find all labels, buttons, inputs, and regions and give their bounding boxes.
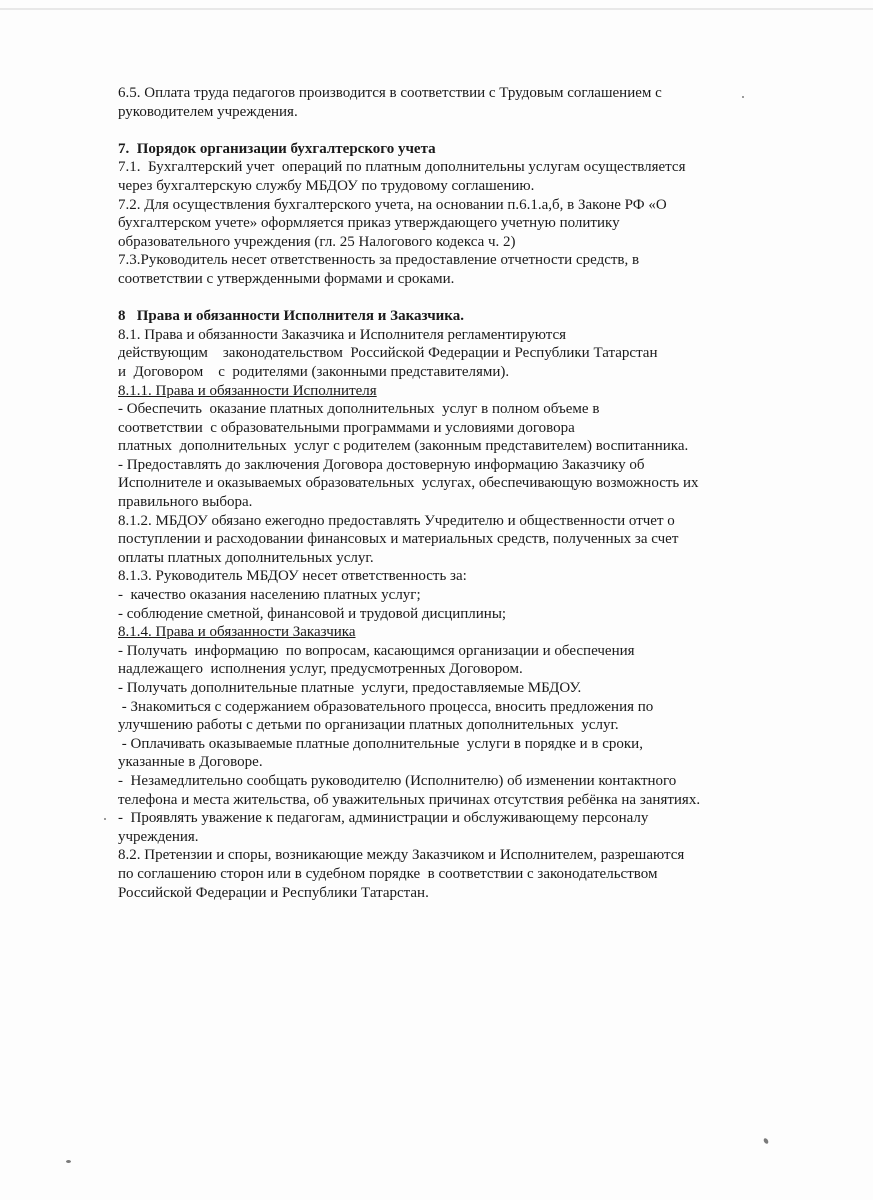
blank-line [118, 121, 798, 140]
paragraph-8-1-3-line-2: - качество оказания населению платных услуг; [118, 587, 421, 604]
paragraph-8-1-1-line-5: Исполнителе и оказываемых образовательных услугах, обеспечивающую возможность их [118, 475, 699, 492]
paragraph-8-1-4-line-10: - Проявлять уважение к педагогам, администрации и обслуживающему персоналу [118, 810, 649, 827]
paragraph-8-1-3-line-1: 8.1.3. Руководитель МБДОУ несет ответственность за: [118, 568, 467, 585]
paragraph-7-1-line-1: 7.1. Бухгалтерский учет операций по платным дополнительны услугам осуществляется [118, 159, 686, 176]
paragraph-8-1-4-line-7: указанные в Договоре. [118, 754, 263, 771]
scan-speck [763, 1137, 769, 1144]
paragraph-8-1-1-line-6: правильного выбора. [118, 494, 253, 511]
paragraph-8-1-4-line-9: телефона и места жительства, об уважительных причинах отсутствия ребёнка на занятиях. [118, 791, 701, 808]
paragraph-8-1-4-line-6: - Оплачивать оказываемые платные дополнительные услуги в порядке и в сроки, [118, 735, 643, 752]
subsection-8-1-4-heading: 8.1.4. Права и обязанности Заказчика [118, 624, 356, 641]
paragraph-8-2-line-3: Российской Федерации и Республики Татарстан. [118, 884, 429, 901]
blank-line [118, 289, 798, 308]
paragraph-8-1-4-line-3: - Получать дополнительные платные услуги, предоставляемые МБДОУ. [118, 680, 582, 696]
paragraph-7-3-line-1: 7.3.Руководитель несет ответственность за предоставление отчетности средств, в [118, 252, 640, 269]
subsection-8-1-1-heading: 8.1.1. Права и обязанности Исполнителя [118, 382, 377, 399]
paragraph-8-2-line-1: 8.2. Претензии и споры, возникающие между Заказчиком и Исполнителем, разрешаются [118, 847, 685, 864]
paragraph-8-1-3-line-3: - соблюдение сметной, финансовой и трудовой дисциплины; [118, 605, 507, 622]
paragraph-8-1-2-line-3: оплаты платных дополнительных услуг. [118, 549, 374, 566]
section-8-heading: 8 Права и обязанности Исполнителя и Заказчика. [118, 308, 464, 325]
paragraph-6-5-line-2: руководителем учреждения. [118, 103, 298, 120]
paragraph-8-1-2-line-1: 8.1.2. МБДОУ обязано ежегодно предоставлять Учредителю и общественности отчет о [118, 512, 675, 529]
scan-edge [0, 8, 873, 10]
paragraph-8-1-2-line-2: поступлении и расходовании финансовых и материальных средств, полученных за счет [118, 531, 679, 548]
paragraph-8-1-line-3: и Договором с родителями (законными представителями). [118, 363, 510, 380]
scan-speck [742, 96, 744, 98]
paragraph-8-1-1-line-2: соответствии с образовательными программами и условиями договора [118, 419, 575, 436]
paragraph-6-5-line-1: 6.5. Оплата труда педагогов производится в соответствии с Трудовым соглашением с [118, 85, 662, 101]
paragraph-8-1-1-line-1: - Обеспечить оказание платных дополнительных услуг в полном объеме в [118, 401, 600, 418]
paragraph-7-2-line-2: бухгалтерском учете» оформляется приказ утверждающего учетную политику [118, 215, 620, 232]
paragraph-7-3-line-2: соответствии с утвержденными формами и сроками. [118, 270, 455, 287]
paragraph-8-1-4-line-4: - Знакомиться с содержанием образовательного процесса, вносить предложения по [118, 698, 654, 715]
paragraph-8-2-line-2: по соглашению сторон или в судебном порядке в соответствии с законодательством [118, 865, 658, 882]
document-body [118, 84, 798, 902]
paragraph-8-1-4-line-1: - Получать информацию по вопросам, касающимся организации и обеспечения [118, 642, 635, 659]
paragraph-8-1-4-line-5: улучшению работы с детьми по организации платных дополнительных услуг. [118, 717, 619, 734]
section-7-heading: 7. Порядок организации бухгалтерского учета [118, 140, 436, 157]
paragraph-7-2-line-1: 7.2. Для осуществления бухгалтерского учета, на основании п.6.1.а,б, в Законе РФ «О [118, 196, 667, 213]
paragraph-8-1-4-line-2: надлежащего исполнения услуг, предусмотренных Договором. [118, 661, 523, 678]
paragraph-7-2-line-3: образовательного учреждения (гл. 25 Налогового кодекса ч. 2) [118, 233, 516, 250]
paragraph-8-1-line-1: 8.1. Права и обязанности Заказчика и Исполнителя регламентируются [118, 326, 567, 343]
paragraph-8-1-4-line-11: учреждения. [118, 828, 199, 845]
paragraph-8-1-4-line-8: - Незамедлительно сообщать руководителю (Исполнителю) об изменении контактного [118, 772, 677, 789]
scan-speck [104, 818, 106, 820]
paragraph-7-1-line-2: через бухгалтерскую службу МБДОУ по трудовому соглашению. [118, 177, 535, 194]
paragraph-8-1-line-2: действующим законодательством Российской Федерации и Республики Татарстан [118, 345, 658, 362]
paragraph-8-1-1-line-3: платных дополнительных услуг с родителем (законным представителем) воспитанника. [118, 438, 689, 455]
scan-speck [66, 1160, 71, 1163]
paragraph-8-1-1-line-4: - Предоставлять до заключения Договора достоверную информацию Заказчику об [118, 456, 645, 473]
